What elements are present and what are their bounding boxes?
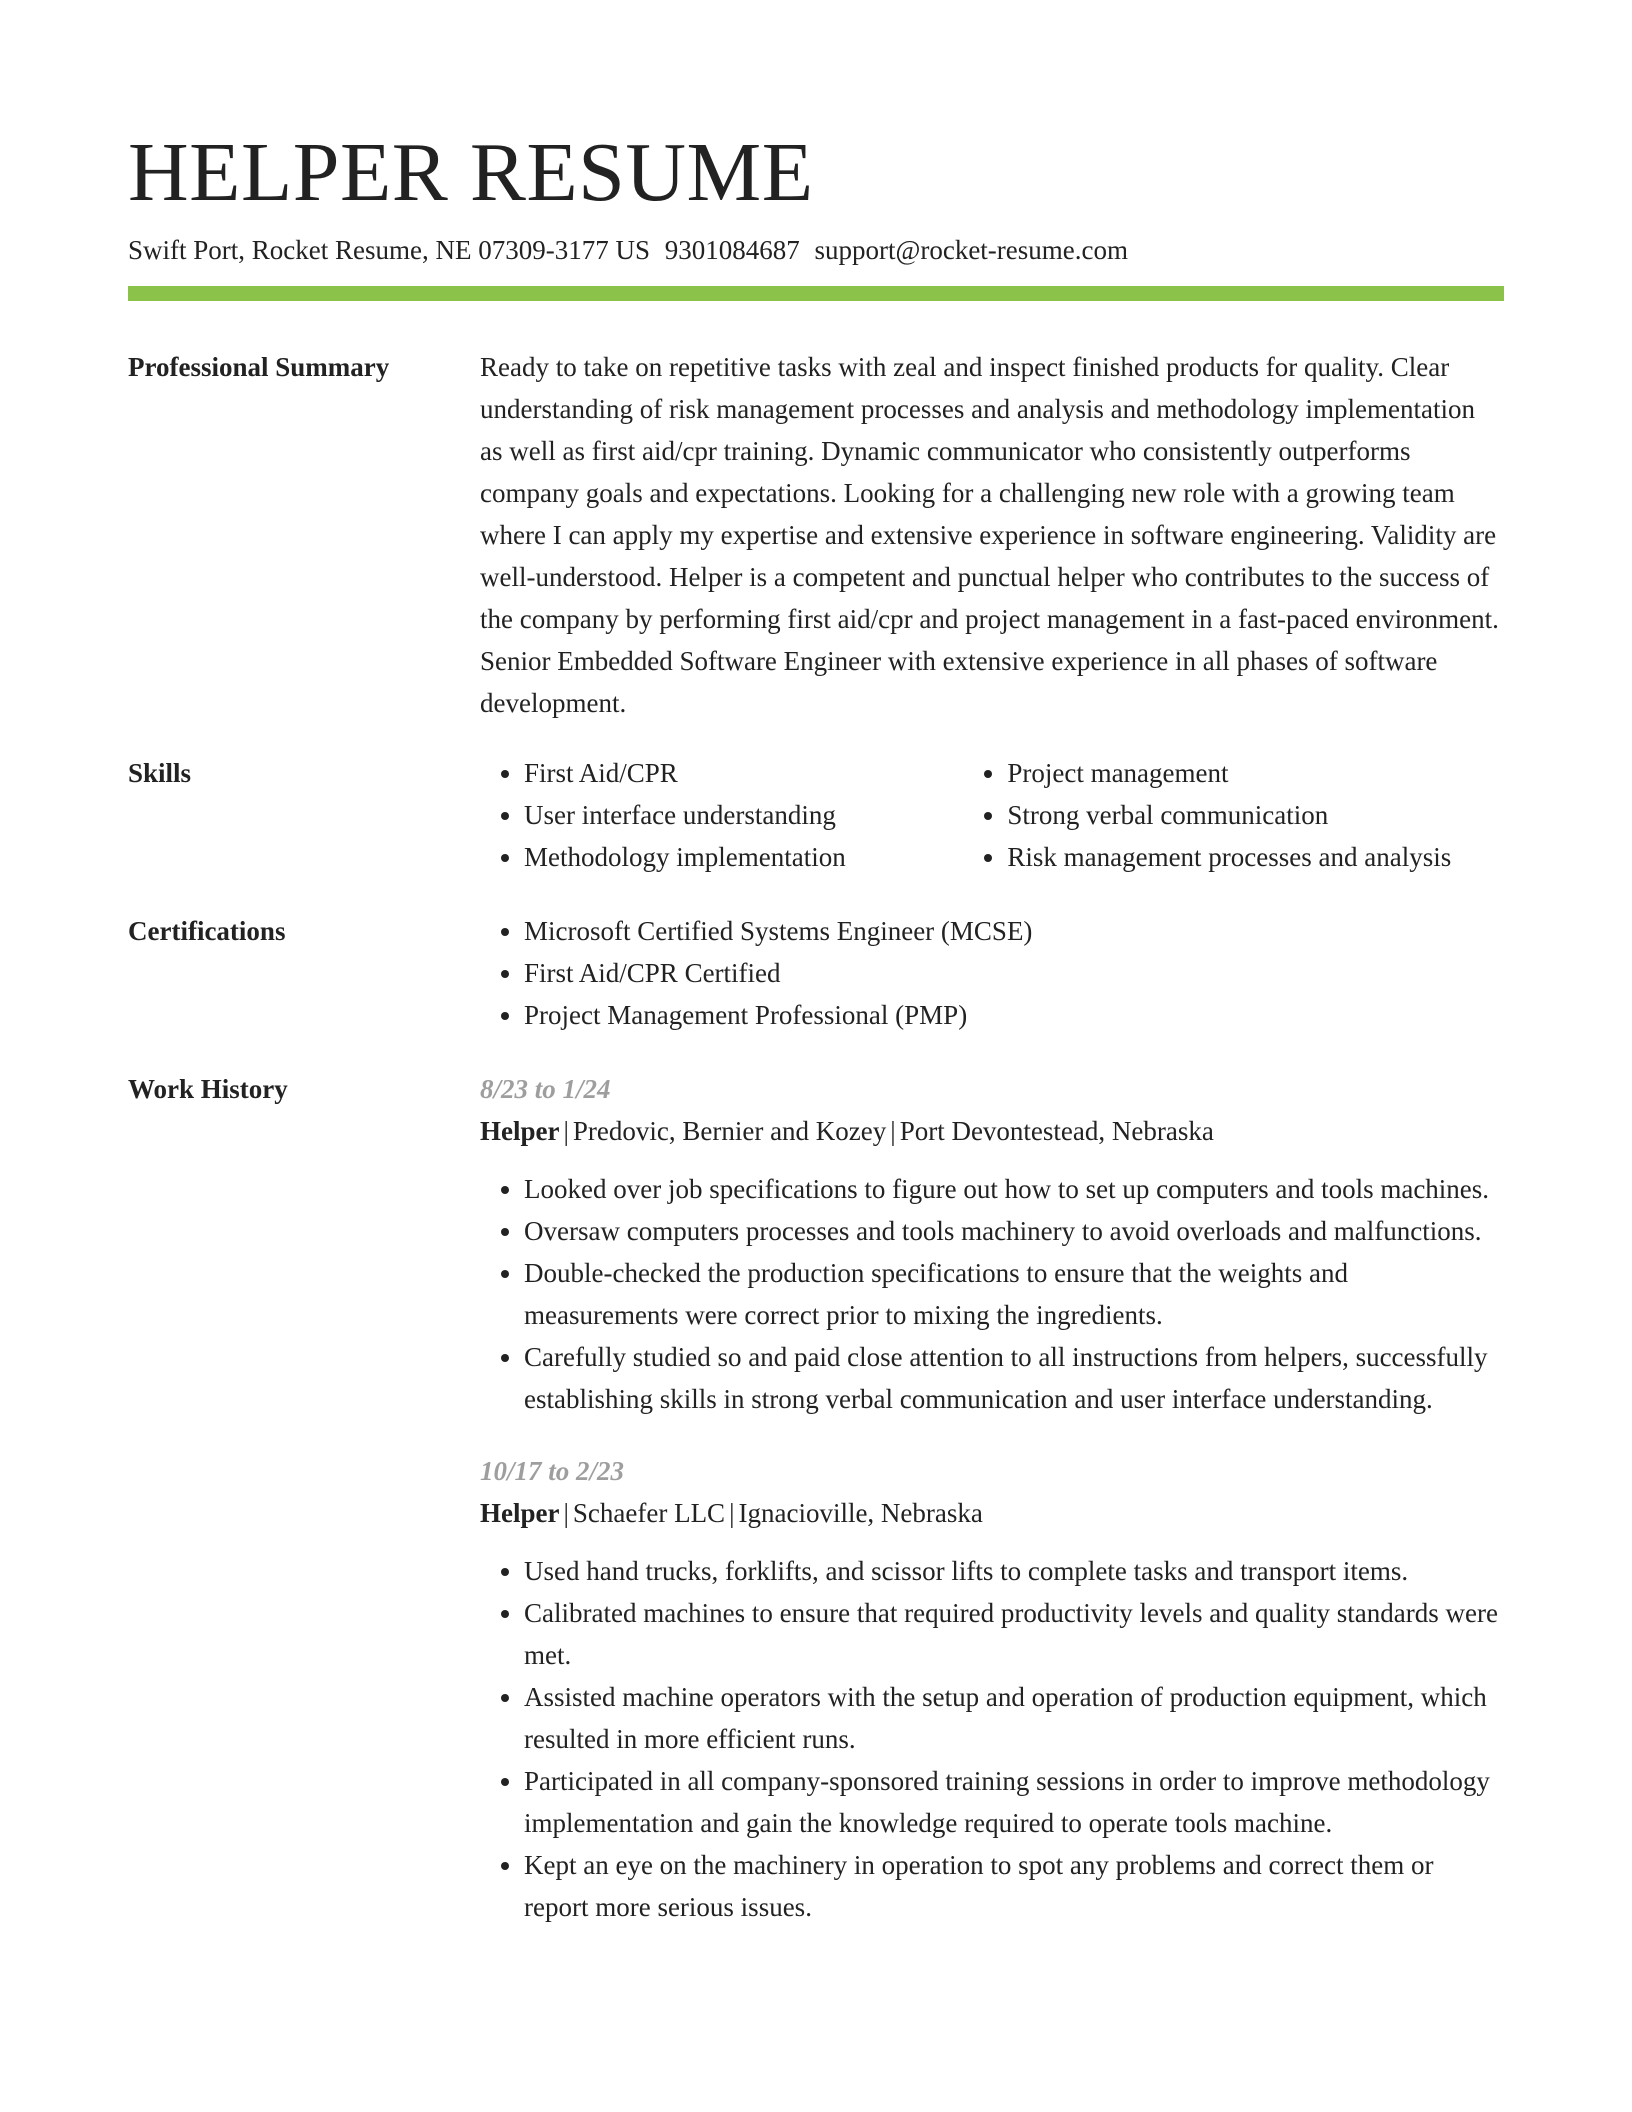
job-title-line bbox=[480, 1492, 1504, 1534]
summary-body bbox=[480, 346, 1504, 724]
work-history-body bbox=[480, 1068, 1504, 1928]
job-location: Ignacioville, Nebraska bbox=[738, 1498, 983, 1528]
certification-item: • Microsoft Certified Systems Engineer (MCSE) bbox=[524, 910, 1504, 952]
contact-phone: 9301084687 bbox=[664, 235, 800, 265]
skill-item: • Risk management processes and analysis bbox=[1007, 836, 1504, 878]
certification-item: • Project Management Professional (PMP) bbox=[524, 994, 1504, 1036]
separator: | bbox=[729, 1498, 735, 1528]
work-history-heading: Work History bbox=[128, 1074, 288, 1104]
skills-heading: Skills bbox=[128, 758, 192, 788]
contact-email[interactable]: support@rocket-resume.com bbox=[814, 235, 1129, 265]
job-title: Helper bbox=[480, 1116, 560, 1146]
resume-name: HELPER RESUME bbox=[128, 126, 814, 219]
job-bullet: • Kept an eye on the machinery in operation to spot any problems and correct them or report more serious issues. bbox=[524, 1844, 1504, 1928]
job-dates: 10/17 to 2/23 bbox=[480, 1456, 625, 1486]
job-bullet: • Double-checked the production specifications to ensure that the weights and measurements were correct prior to mixing the ingredients. bbox=[524, 1252, 1504, 1336]
skill-item: • User interface understanding bbox=[524, 794, 963, 836]
job-location: Port Devontestead, Nebraska bbox=[899, 1116, 1214, 1146]
job-bullet: • Used hand trucks, forklifts, and scissor lifts to complete tasks and transport items. bbox=[524, 1550, 1504, 1592]
job-entry bbox=[480, 1450, 1504, 1928]
job-company: Predovic, Bernier and Kozey bbox=[572, 1116, 887, 1146]
certification-item: • First Aid/CPR Certified bbox=[524, 952, 1504, 994]
header-divider bbox=[128, 286, 1504, 301]
job-company: Schaefer LLC bbox=[572, 1498, 726, 1528]
skills-list-left bbox=[480, 752, 963, 878]
job-bullet: • Carefully studied so and paid close attention to all instructions from helpers, successfully establishing skills in strong verbal communication and user interface understanding. bbox=[524, 1336, 1504, 1420]
skill-item: • Strong verbal communication bbox=[1007, 794, 1504, 836]
skill-item: • Methodology implementation bbox=[524, 836, 963, 878]
skill-item: • First Aid/CPR bbox=[524, 752, 963, 794]
contact-line bbox=[128, 232, 1128, 268]
certifications-body bbox=[480, 910, 1504, 1036]
job-bullet: • Oversaw computers processes and tools machinery to avoid overloads and malfunctions. bbox=[524, 1210, 1504, 1252]
skill-item: • Project management bbox=[1007, 752, 1504, 794]
job-title-line bbox=[480, 1110, 1504, 1152]
summary-text: Ready to take on repetitive tasks with zeal and inspect finished products for quality. Clear understanding of risk management processes and analysis and methodology implementation as well as first aid/cpr training. Dynamic communicator who consistently outperforms company goals and expectations. Looking for a challenging new role with a growing team where I can apply my expertise and extensive experience in software engineering. Validity are well-understood. Helper is a competent and punctual helper who contributes to the success of the company by performing first aid/cpr and project management in a fast-paced environment. Senior Embedded Software Engineer with extensive experience in all phases of software development. bbox=[480, 352, 1499, 718]
skills-list-right bbox=[963, 752, 1504, 878]
job-bullet: • Calibrated machines to ensure that required productivity levels and quality standards were met. bbox=[524, 1592, 1504, 1676]
job-bullet: • Assisted machine operators with the setup and operation of production equipment, which resulted in more efficient runs. bbox=[524, 1676, 1504, 1760]
job-bullet-list bbox=[480, 1550, 1504, 1928]
skills-body bbox=[480, 752, 1504, 878]
certifications-list bbox=[480, 910, 1504, 1036]
job-bullet: • Participated in all company-sponsored training sessions in order to improve methodology implementation and gain the knowledge required to operate tools machine. bbox=[524, 1760, 1504, 1844]
job-bullet-list bbox=[480, 1168, 1504, 1420]
separator: | bbox=[563, 1116, 569, 1146]
job-bullet: • Looked over job specifications to figure out how to set up computers and tools machines. bbox=[524, 1168, 1504, 1210]
job-entry bbox=[480, 1068, 1504, 1420]
summary-heading: Professional Summary bbox=[128, 352, 390, 382]
contact-address: Swift Port, Rocket Resume, NE 07309-3177 US bbox=[128, 235, 650, 265]
job-dates: 8/23 to 1/24 bbox=[480, 1074, 611, 1104]
separator: | bbox=[890, 1116, 896, 1146]
separator: | bbox=[563, 1498, 569, 1528]
job-title: Helper bbox=[480, 1498, 560, 1528]
certifications-heading: Certifications bbox=[128, 916, 286, 946]
